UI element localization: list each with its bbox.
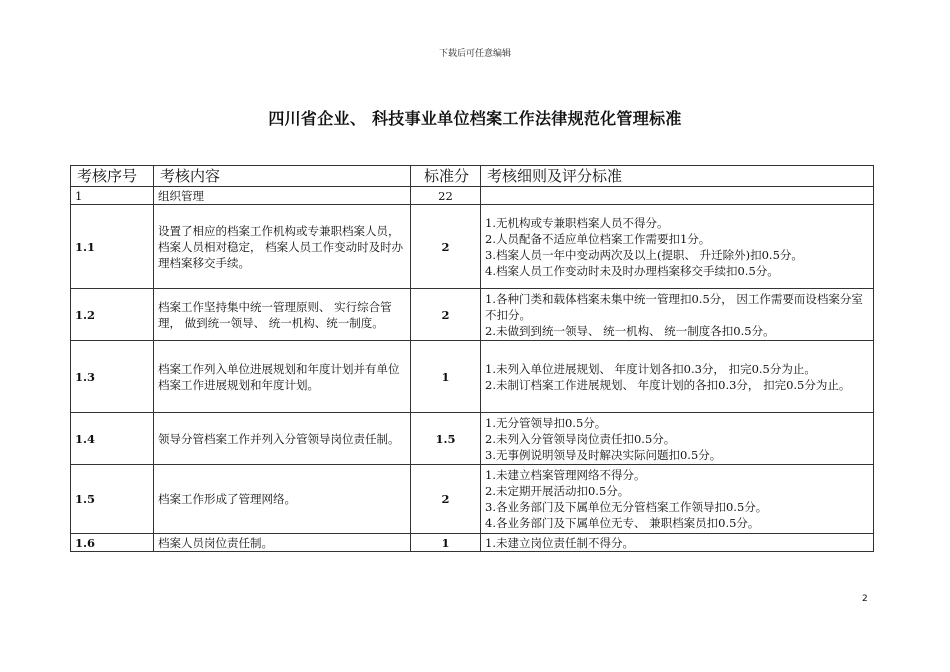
cell-details [481,187,874,205]
cell-score: 1 [411,341,481,413]
cell-details: 1.未列入单位进展规划、 年度计划各扣0.3分， 扣完0.5分为止。 2.未制订档案工作进展规划、 年度计划的各扣0.3分， 扣完0.5分为止。 [481,341,874,413]
document-title: 四川省企业、 科技事业单位档案工作法律规范化管理标准 [268,109,682,128]
table-row [71,205,874,289]
col-header-content: 考核内容 [154,166,411,187]
cell-seq: 1.6 [71,534,154,552]
cell-details: 1.无分管领导扣0.5分。 2.未列入分管领导岗位责任扣0.5分。 3.无事例说明领导及时解决实际问题扣0.5分。 [481,413,874,465]
table-row [71,289,874,341]
page-number: 2 [862,594,868,604]
table-row [71,534,874,552]
cell-seq: 1.1 [71,205,154,289]
cell-content: 档案工作列入单位进展规划和年度计划并有单位档案工作进展规划和年度计划。 [154,341,411,413]
table-row [71,341,874,413]
cell-content: 组织管理 [154,187,411,205]
cell-content: 档案人员岗位责任制。 [154,534,411,552]
cell-seq: 1.5 [71,465,154,534]
cell-details: 1.未建立档案管理网络不得分。 2.未定期开展活动扣0.5分。 3.各业务部门及下属单位无分管档案工作领导扣0.5分。 4.各业务部门及下属单位无专、 兼职档案员扣0.5分。 [481,465,874,534]
cell-seq: 1.2 [71,289,154,341]
cell-score: 2 [411,465,481,534]
table-row [71,465,874,534]
cell-content: 领导分管档案工作并列入分管领导岗位责任制。 [154,413,411,465]
cell-content: 档案工作坚持集中统一管理原则、 实行综合管理， 做到统一领导、 统一机构、统一制度。 [154,289,411,341]
cell-content: 设置了相应的档案工作机构或专兼职档案人员， 档案人员相对稳定， 档案人员工作变动时及时办理档案移交手续。 [154,205,411,289]
col-header-details: 考核细则及评分标准 [481,166,874,187]
cell-seq: 1.3 [71,341,154,413]
table-row [71,187,874,205]
cell-score: 1.5 [411,413,481,465]
col-header-score: 标准分 [411,166,481,187]
cell-details: 1.未建立岗位责任制不得分。 [481,534,874,552]
cell-score: 22 [411,187,481,205]
col-header-seq: 考核序号 [71,166,154,187]
cell-score: 1 [411,534,481,552]
cell-score: 2 [411,205,481,289]
cell-seq: 1.4 [71,413,154,465]
table-row [71,413,874,465]
standards-table [70,165,874,552]
cell-details: 1.无机构或专兼职档案人员不得分。 2.人员配备不适应单位档案工作需要扣1分。 3.档案人员一年中变动两次及以上(提职、 升迁除外)扣0.5分。 4.档案人员工作变动时未及时办理档案移交手续扣0.5分。 [481,205,874,289]
header-note: 下载后可任意编辑 [438,49,511,59]
cell-score: 2 [411,289,481,341]
table-header-row [71,166,874,187]
cell-details: 1.各种门类和载体档案未集中统一管理扣0.5分， 因工作需要而设档案分室不扣分。 2.未做到到统一领导、 统一机构、 统一制度各扣0.5分。 [481,289,874,341]
cell-seq: 1 [71,187,154,205]
cell-content: 档案工作形成了管理网络。 [154,465,411,534]
